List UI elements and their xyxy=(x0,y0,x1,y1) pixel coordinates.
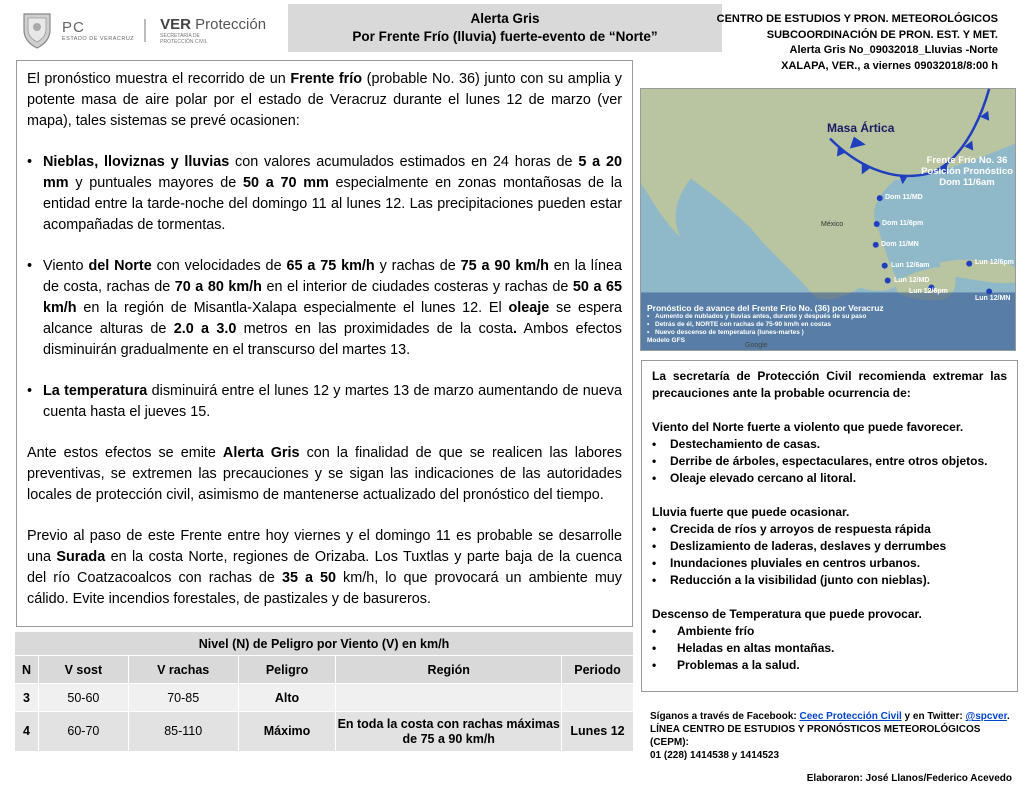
rec-rain-item: • Crecida de ríos y arroyos de respuesta rápida xyxy=(652,521,1007,538)
phone-line: 01 (228) 1414538 y 1414523 xyxy=(650,750,780,761)
text-span: y en Twitter: xyxy=(901,711,966,722)
text-bold: Surada xyxy=(56,549,106,565)
text-bold: del Norte xyxy=(88,258,152,274)
table-header-row xyxy=(15,656,634,684)
text-bold: 50 a 65 km/h xyxy=(43,279,623,316)
rec-temp-item: • Heladas en altas montañas. xyxy=(652,640,1007,657)
cepm-line: LÍNEA CENTRO DE ESTUDIOS Y PRONÓSTICOS METEOROLÓGICOS (CEPM): xyxy=(650,724,981,748)
table-row xyxy=(15,712,634,752)
table-cell: 60-70 xyxy=(38,712,128,752)
pc-logo-text: PC xyxy=(62,18,85,36)
text-span: Ante estos efectos se emite xyxy=(27,445,223,461)
center-info-line: Alerta Gris No_09032018_Lluvias -Norte xyxy=(789,44,998,56)
table-cell xyxy=(336,684,562,712)
text-span: El pronóstico muestra el recorrido de un xyxy=(27,71,291,87)
forecast-point xyxy=(966,261,972,267)
text-span: se espera alcance alturas de xyxy=(43,300,622,337)
text-bold: Alerta Gris xyxy=(222,445,300,461)
text-span: y rachas de xyxy=(374,258,461,274)
rec-temp-item: • Problemas a la salud. xyxy=(652,657,1007,674)
text-bold: 65 a 75 km/h xyxy=(286,258,375,274)
text-span: Ambos efectos disminuirán gradualmente en el transcurso del martes 13. xyxy=(43,321,623,358)
bullet-wind xyxy=(27,256,622,361)
forecast-point xyxy=(877,195,883,201)
text-bold: La temperatura xyxy=(43,383,148,399)
rec-rain-item: • Deslizamiento de laderas, deslaves y derrumbes xyxy=(652,538,1007,555)
alert-paragraph xyxy=(27,443,622,506)
text-bold: 50 a 70 mm xyxy=(243,175,329,191)
header-logos xyxy=(20,8,280,52)
pc-logo xyxy=(62,19,146,42)
map-point-label: Dom 11/6pm xyxy=(882,220,924,227)
social-line xyxy=(650,710,1012,723)
recommendations-box xyxy=(641,360,1018,692)
forecast-point xyxy=(873,242,879,248)
map-point-label: Dom 11/MN xyxy=(881,241,919,248)
front-title xyxy=(917,155,1017,188)
text-span: metros en las proximidades de la costa xyxy=(236,321,514,337)
text-span: Previo al paso de este Frente entre hoy viernes y el domingo 11 es probable se desarrolle una xyxy=(27,528,622,565)
wind-danger-table xyxy=(14,631,634,752)
text-span: y puntuales mayores de xyxy=(68,175,244,191)
rec-rain-item: • Reducción a la visibilidad (junto con nieblas). xyxy=(652,572,1007,589)
table-header: Peligro xyxy=(238,656,336,684)
text-span: en el interior de ciudades costeras y rachas de xyxy=(261,279,573,295)
twitter-link[interactable]: @spcver xyxy=(965,711,1007,722)
table-cell: 50-60 xyxy=(38,684,128,712)
map-point-label: Lun 12/MD xyxy=(894,277,930,284)
map-point-label: Lun 12/MN xyxy=(975,295,1011,302)
pc-logo-subtitle: ESTADO DE VERACRUZ xyxy=(62,35,135,42)
text-span: en la línea de costa, rachas de xyxy=(43,258,622,295)
text-span: Viento xyxy=(43,258,89,274)
alert-subtitle: Por Frente Frío (lluvia) fuerte-evento de “Norte” xyxy=(352,29,658,44)
center-info-line: XALAPA, VER., a viernes 09032018/8:00 h xyxy=(781,59,998,72)
authors-line: Elaboraron: José Llanos/Federico Acevedo xyxy=(806,773,1012,784)
center-info-line: SUBCOORDINACIÓN DE PRON. EST. Y MET. xyxy=(766,28,998,41)
table-cell: Lunes 12 xyxy=(562,712,634,752)
text-span: con velocidades de xyxy=(151,258,287,274)
forecast-point xyxy=(885,278,891,284)
table-header: Región xyxy=(336,656,562,684)
table-cell: 70-85 xyxy=(128,684,238,712)
rec-wind-title: Viento del Norte fuerte a violento que puede favorecer. xyxy=(652,420,964,434)
ver-logo-sub1: SECRETARÍA DE xyxy=(160,32,200,39)
text-span: (probable No. 36) junto con su amplia y potente masa de aire polar por el estado de Veracruz durante el lunes 12 de marzo (ver mapa), tales sistemas se prevé ocasionen: xyxy=(27,71,622,129)
rec-wind-item: • Derribe de árboles, espectaculares, entre otros objetos. xyxy=(652,453,1007,470)
forecast-map xyxy=(640,88,1016,351)
mexico-label: México xyxy=(821,221,844,228)
map-caption-list xyxy=(647,313,1009,337)
text-span: disminuirá entre el lunes 12 y martes 13 de marzo aumentando de nueva cuenta hasta el jueves 15. xyxy=(43,383,623,420)
map-caption-item: • Detrás de él, NORTE con rachas de 75-90 km/h en costas xyxy=(647,321,1009,329)
map-point-label: Lun 12/6pm xyxy=(909,288,948,295)
text-span: con valores acumulados estimados en 24 horas de xyxy=(229,154,579,170)
center-info xyxy=(708,12,998,74)
text-span: km/h, lo que provocará un ambiente muy cálido. Evite incendios forestales, de pastizales y de basureros. xyxy=(27,570,623,607)
rec-temp-title: Descenso de Temperatura que puede provocar. xyxy=(652,607,922,621)
text-bold: Nieblas, lloviznas y lluvias xyxy=(43,154,230,170)
rec-intro: La secretaría de Protección Civil recomienda extremar las precauciones ante la probable ocurrencia de: xyxy=(652,369,1007,400)
text-bold: 5 a 20 mm xyxy=(43,154,623,191)
front-title-line: Posición Pronóstico xyxy=(921,166,1013,177)
alert-title-box xyxy=(288,4,722,52)
rec-temp-list xyxy=(652,623,1007,674)
arctic-mass-label: Masa Ártica xyxy=(827,121,895,135)
surada-paragraph xyxy=(27,526,622,610)
rec-rain-title: Lluvia fuerte que puede ocasionar. xyxy=(652,505,850,519)
map-caption-item: • Nuevo descenso de temperatura (lunes-martes ) xyxy=(647,329,1009,337)
map-point-label: Dom 11/MD xyxy=(885,194,923,201)
table-header: N xyxy=(15,656,39,684)
text-span: . xyxy=(1006,711,1010,722)
text-span: en la costa Norte, regiones de Orizaba. Los Tuxtlas y parte baja de la cuenca del río Coatzacoalcos con rachas de xyxy=(27,549,622,586)
forecast-bullets xyxy=(27,152,622,423)
table-cell: 3 xyxy=(15,684,39,712)
facebook-link[interactable]: Ceec Protección Civil xyxy=(799,711,902,722)
front-title-line: Dom 11/6am xyxy=(939,177,995,188)
map-caption-title: Pronóstico de avance del Frente Frío No. (36) por Veracruz xyxy=(647,303,884,313)
map-model: Modelo GFS xyxy=(647,337,685,344)
ver-logo-text: Protección xyxy=(195,15,267,33)
table-cell: 85-110 xyxy=(128,712,238,752)
map-point-label: Lun 12/6am xyxy=(891,262,930,269)
bullet-rain xyxy=(27,152,622,236)
table-caption-row xyxy=(15,632,634,656)
table-cell xyxy=(562,684,634,712)
ver-logo-bold: VER xyxy=(160,15,191,33)
text-span: con la finalidad de que se realicen las labores preventivas, se extremen las precauciones y se sigan las indicaciones de las autoridades locales de protección civil, asimismo de mantenerse actualizado del pronóstico del tiempo. xyxy=(27,445,622,503)
forecast-text-box xyxy=(16,60,633,627)
text-bold: 35 a 50 xyxy=(281,570,337,586)
text-span: en la región de Misantla-Xalapa especialmente el lunes 12. El xyxy=(76,300,509,316)
text-bold: 70 a 80 km/h xyxy=(174,279,262,295)
table-row xyxy=(15,684,634,712)
table-header: Periodo xyxy=(562,656,634,684)
rec-rain-item: • Inundaciones pluviales en centros urbanos. xyxy=(652,555,1007,572)
front-title-line: Frente Frío No. 36 xyxy=(926,155,1008,166)
google-attribution: Google xyxy=(745,342,768,349)
ver-logo-sub2: PROTECCIÓN CIVIL xyxy=(160,38,208,45)
map-point-label: Lun 12/6pm xyxy=(975,259,1014,266)
text-span: especialmente en zonas montañosas de la entidad entre la tarde-noche del domingo 11 al lunes 12. Las precipitaciones pueden estar acompañadas de tormentas. xyxy=(43,175,622,233)
table-header: V rachas xyxy=(128,656,238,684)
alert-title: Alerta Gris xyxy=(470,11,540,26)
veracruz-shield-icon xyxy=(20,10,54,50)
map-caption xyxy=(641,299,1015,350)
text-bold: 75 a 90 km/h xyxy=(460,258,549,274)
bullet-temperature xyxy=(27,381,622,423)
rec-wind-item: • Destechamiento de casas. xyxy=(652,436,1007,453)
forecast-point xyxy=(882,263,888,269)
text-bold: 2.0 a 3.0 xyxy=(173,321,237,337)
ver-proteccion-logo xyxy=(160,16,266,45)
rec-wind-list xyxy=(652,436,1007,487)
rec-temp-item: • Ambiente frío xyxy=(652,623,1007,640)
rec-rain-list xyxy=(652,521,1007,589)
contact-footer xyxy=(650,710,1012,785)
table-cell: En toda la costa con rachas máximas de 75 a 90 km/h xyxy=(336,712,562,752)
text-bold: oleaje xyxy=(508,300,550,316)
center-info-line: CENTRO DE ESTUDIOS Y PRON. METEOROLÓGICOS xyxy=(716,13,998,25)
rec-wind-item: • Oleaje elevado cercano al litoral. xyxy=(652,470,1007,487)
text-bold: . xyxy=(513,321,518,337)
table-cell: Alto xyxy=(238,684,336,712)
forecast-point xyxy=(874,221,880,227)
map-caption-item: • Aumento de nublados y lluvias antes, durante y después de su paso xyxy=(647,313,1009,321)
table-cell: 4 xyxy=(15,712,39,752)
table-cell: Máximo xyxy=(238,712,336,752)
text-span: Síganos a través de Facebook: xyxy=(650,711,800,722)
text-bold: Frente frío xyxy=(290,71,363,87)
table-caption: Nivel (N) de Peligro por Viento (V) en km/h xyxy=(15,632,634,656)
table-header: V sost xyxy=(38,656,128,684)
intro-paragraph xyxy=(27,69,622,132)
